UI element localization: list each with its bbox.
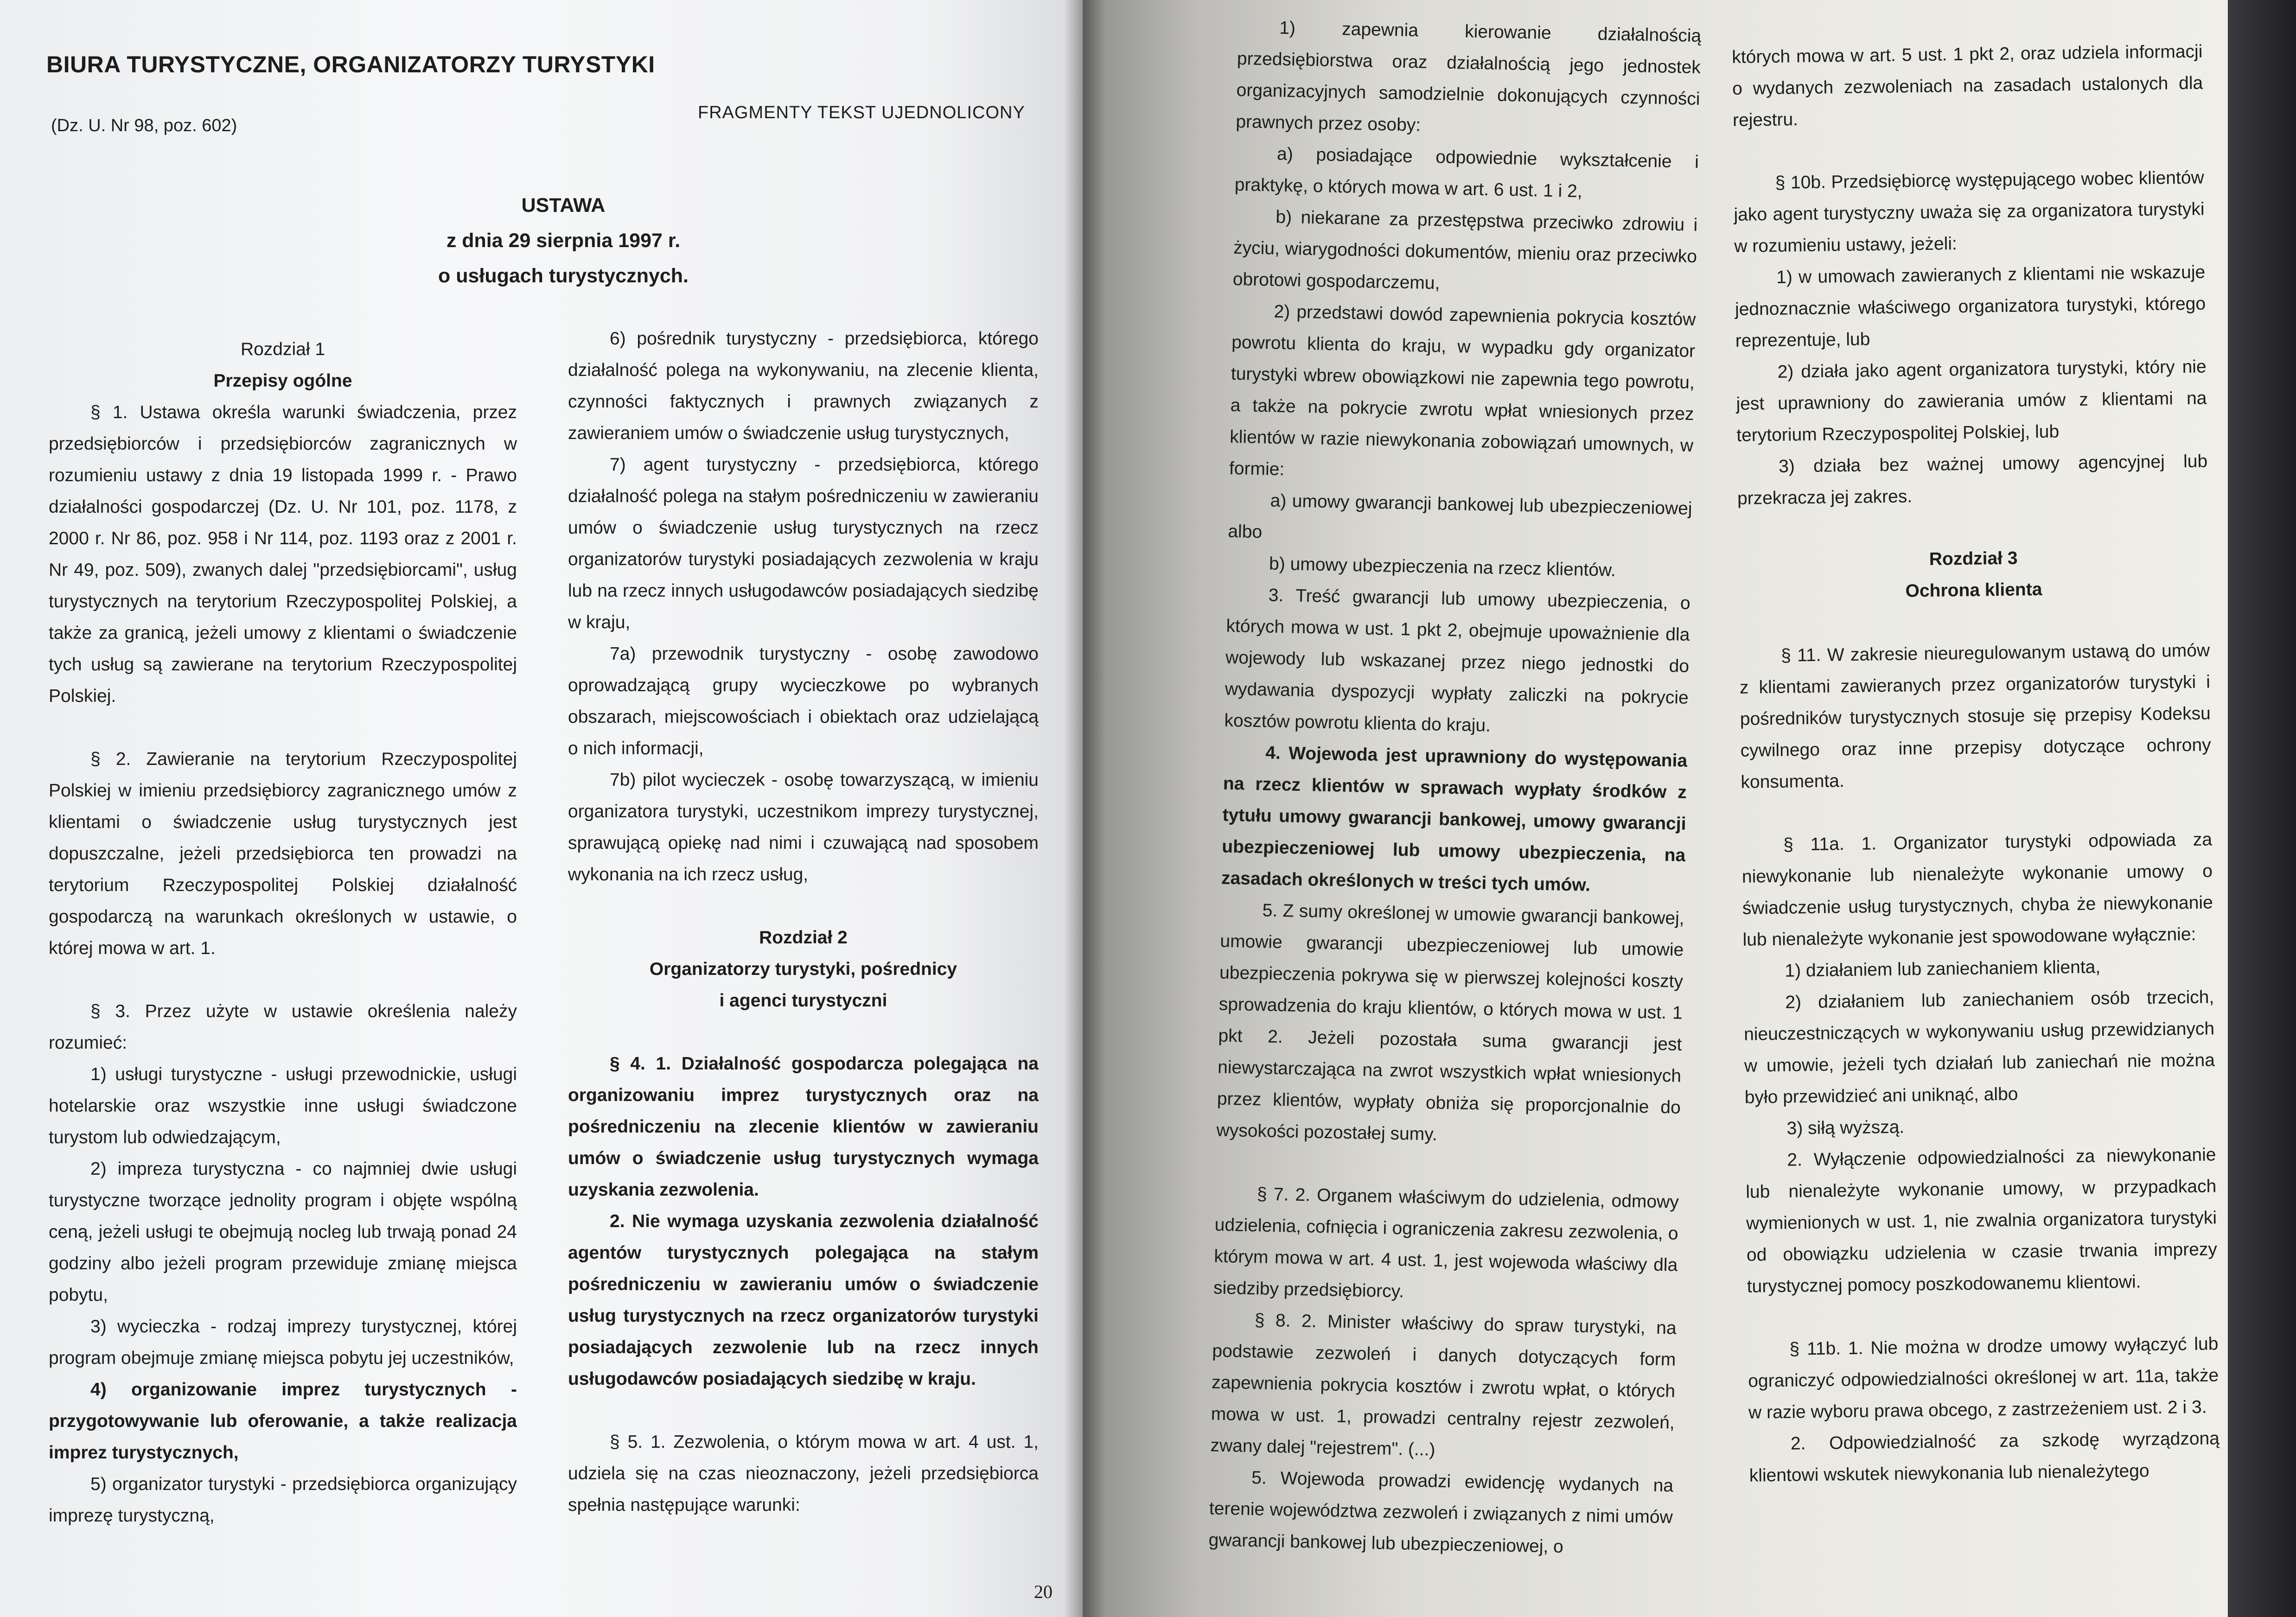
- list-item: 4) organizowanie imprez turystycznych - przygotowywanie lub oferowanie, a także realizacja imprez turystycznych,: [49, 1380, 517, 1463]
- paragraph-s11: § 11. W zakresie nieuregulowanym ustawą do umów z klientami zawieranych przez organizatorów turystyki i pośredników turystycznych stosuje się przepisy Kodeksu cywilnego oraz inne przepisy dotyczące ochrony konsumenta.: [1739, 640, 2211, 792]
- list-item: 7b) pilot wycieczek - osobę towarzyszącą, w imieniu organizatora turystyki, uczestnikom imprezy turystycznej, sprawującą opiekę nad nimi i czuwającą nad sposobem wykonania na ich rzecz usług,: [568, 770, 1039, 885]
- paragraph-s8-2: § 8. 2. Minister właściwy do spraw turystyki, na podstawie zezwoleń i danych dotyczących form zapewnienia pokrycia kosztów i zwrotu wpłat, o których mowa w ust. 1, prowadzi centralny rejestr zezwoleń, zwany dalej "rejestrem". (...): [1210, 1310, 1677, 1460]
- paragraph-continuation: których mowa w art. 5 ust. 1 pkt 2, oraz udziela informacji o wydanych zezwoleniach na zasadach ustalonych dla rejestru.: [1732, 41, 2203, 130]
- paragraph-s2: § 2. Zawieranie na terytorium Rzeczypospolitej Polskiej w imieniu przedsiębiorcy zagranicznego umów z klientami o świadczenie usług turystycznych jest dopuszczalne, jeżeli przedsiębiorca ten prowadzi na terytorium Rzeczypospolitej Polskiej działalność gospodarczą na warunkach określonych w ustawie, o której mowa w art. 1.: [49, 749, 517, 958]
- paragraph-p5: 5. Z sumy określonej w umowie gwarancji bankowej, umowie gwarancji ubezpieczeniowej lub umowie ubezpieczenia pokrywa się w pierwszej kolejności koszty sprowadzenia do kraju klientów, o których mowa w ust. 1 pkt 2. Jeżeli pozostała suma gwarancji jest niewystarczająca na zwrot wszystkich wpłat wniesionych przez klientów, wypłaty obniża się proporcjonalnie do wysokości pozostałej sumy.: [1216, 900, 1685, 1145]
- paragraph-s5-1: § 5. 1. Zezwolenia, o którym mowa w art. 4 ust. 1, udziela się na czas nieoznaczony, jeżeli przedsiębiorca spełnia następujące warunki:: [568, 1432, 1039, 1515]
- list-item: 6) pośrednik turystyczny - przedsiębiorca, którego działalność polega na wykonywaniu, na zlecenie klienta, czynności faktycznych i prawnych związanych z zawieraniem umów o świadczenie usług turystycznych,: [568, 329, 1039, 443]
- paragraph-s4-1: § 4. 1. Działalność gospodarcza polegająca na organizowaniu imprez turystycznych oraz na pośredniczeniu na zlecenie klientów w zawieraniu umów o świadczenie usług turystycznych wymaga uzyskania zezwolenia.: [568, 1054, 1039, 1200]
- chapter-heading: Rozdział 1: [240, 339, 325, 359]
- act-name: o usługach turystycznych.: [438, 265, 689, 287]
- paragraph-s1: § 1. Ustawa określa warunki świadczenia, przez przedsiębiorców i przedsiębiorców zagranicznych w rozumieniu ustawy z dnia 19 listopada 1999 r. - Prawo działalności gospodarczej (Dz. U. Nr 101, poz. 1178, z 2000 r. Nr 86, poz. 958 i Nr 114, poz. 1193 oraz z 2001 r. Nr 49, poz. 509), zwanych dalej "przedsiębiorcami", usług turystycznych na terytorium Rzeczypospolitej Polskiej, a także za granicą, jeżeli umowy z klientami o świadczenie tych usług są zawierane na terytorium Rzeczypospolitej Polskiej.: [49, 402, 517, 706]
- chapter-title: Przepisy ogólne: [213, 371, 352, 391]
- list-item: 2) impreza turystyczna - co najmniej dwie usługi turystyczne tworzące jednolity program i objęte wspólną ceną, jeżeli usługi te obejmują nocleg lub trwają ponad 24 godziny albo jeżeli program przewiduje zmianę miejsca pobytu,: [49, 1159, 517, 1305]
- paragraph-s11b-2: 2. Odpowiedzialność za szkodę wyrządzoną klientowi wskutek niewykonania lub nienależytego: [1749, 1428, 2220, 1486]
- list-item: 5) organizator turystyki - przedsiębiorca organizujący imprezę turystyczną,: [49, 1474, 517, 1526]
- paragraph-s4-2: 2. Nie wymaga uzyskania zezwolenia działalność agentów turystycznych polegająca na stałym pośredniczeniu w zawieraniu umów o świadczenie usług turystycznych na rzecz organizatorów turystyki posiadających zezwolenie lub na rzecz innych usługodawców posiadających siedzibę w kraju.: [568, 1211, 1039, 1389]
- paragraph-s11a-1: § 11a. 1. Organizator turystyki odpowiada za niewykonanie lub nienależyte wykonanie umowy o świadczenie usług turystycznych, chyba że niewykonanie lub nienależyte wykonanie jest spowodowane wyłącznie:: [1741, 829, 2213, 950]
- act-heading: [371, 188, 756, 293]
- list-item: 1) w umowach zawieranych z klientami nie wskazuje jednoznacznie właściwego organizatora turystyki, którego reprezentuje, lub: [1735, 262, 2206, 351]
- chapter-title: Ochrona klienta: [1905, 579, 2042, 601]
- page-number: 20: [1034, 1581, 1052, 1602]
- act-type: USTAWA: [521, 194, 606, 216]
- paragraph-s8-5: 5. Wojewoda prowadzi ewidencję wydanych na terenie województwa zezwoleń i związanych z nimi umów gwarancji bankowej lub ubezpieczeniowej, o: [1208, 1468, 1674, 1557]
- list-item: 2) działa jako agent organizatora turystyki, który nie jest uprawniony do zawierania umów z klientami na terytorium Rzeczypospolitej Polskiej, lub: [1736, 357, 2207, 446]
- chapter-title: i agenci turystyczni: [719, 991, 887, 1011]
- list-item: a) posiadające odpowiednie wykształcenie i praktykę, o których mowa w art. 6 ust. 1 i 2,: [1234, 144, 1699, 202]
- chapter-heading: Rozdział 2: [759, 928, 848, 948]
- list-item: 7a) przewodnik turystyczny - osobę zawodowo oprowadzającą grupy wycieczkowe po wybranych obszarach, miejscowościach i obiektach oraz udzielającą o nich informacji,: [568, 644, 1039, 758]
- paragraph-p4: 4. Wojewoda jest uprawniony do występowania na rzecz klientów w sprawach wypłaty środków z tytułu umowy gwarancji bankowej, umowy gwarancji ubezpieczeniowej lub umowy ubezpieczenia, na zasadach określonych w treści tych umów.: [1221, 743, 1688, 895]
- list-item: 1) działaniem lub zaniechaniem klienta,: [1785, 957, 2101, 981]
- list-item: 3) siłą wyższą.: [1786, 1117, 1905, 1139]
- left-column-2: [568, 323, 1039, 1521]
- chapter-heading: Rozdział 3: [1929, 548, 2018, 569]
- left-column-1: [49, 334, 517, 1532]
- paragraph-p3: 3. Treść gwarancji lub umowy ubezpieczenia, o których mowa w ust. 1 pkt 2, obejmuje upoważnienie dla wojewody lub wskazanej przez niego jednostki do wydawania dyspozycji wypłaty zaliczki na pokrycie kosztów powrotu klienta do kraju.: [1224, 585, 1691, 736]
- list-item: 1) zapewnia kierowanie działalnością przedsiębiorstwa oraz działalnością jego jednostek organizacyjnych samodzielnie dokonujących czynności prawnych przez osoby:: [1236, 18, 1702, 135]
- document-source: (Dz. U. Nr 98, poz. 602): [51, 116, 237, 135]
- list-item: 1) usługi turystyczne - usługi przewodnickie, usługi hotelarskie oraz wszystkie inne usługi świadczone turystom lub odwiedzającym,: [49, 1064, 517, 1147]
- list-item: 2) działaniem lub zaniechaniem osób trzecich, nieuczestniczących w wykonywaniu usług przewidzianych w umowie, jeżeli tych działań lub zaniechań nie można było przewidzieć ani uniknąć, albo: [1743, 987, 2215, 1108]
- list-item: 2) przedstawi dowód zapewnienia pokrycia kosztów powrotu klienta do kraju, w wypadku gdy organizator turystyki wbrew obowiązkowi nie zapewnia tego powrotu, a także na pokrycie zwrotu wpłat wniesionych przez klientów w razie niewykonania zobowiązań umownych, w formie:: [1229, 301, 1696, 480]
- act-date: z dnia 29 sierpnia 1997 r.: [446, 229, 681, 252]
- document-title: BIURA TURYSTYCZNE, ORGANIZATORZY TURYSTYKI: [46, 51, 655, 77]
- left-page: [0, 0, 1087, 1617]
- list-item: 3) wycieczka - rodzaj imprezy turystycznej, której program obejmuje zmianę miejsca pobytu jej uczestników,: [49, 1317, 517, 1368]
- list-item: a) umowy gwarancji bankowej lub ubezpieczeniowej albo: [1228, 490, 1693, 542]
- chapter-title: Organizatorzy turystyki, pośrednicy: [649, 959, 957, 979]
- list-item: 3) działa bez ważnej umowy agencyjnej lub przekracza jej zakres.: [1737, 451, 2208, 509]
- right-column-1: [1208, 12, 1702, 1565]
- right-page: [1083, 0, 2228, 1617]
- list-item: 7) agent turystyczny - przedsiębiorca, którego działalność polega na stałym pośredniczeniu w zawieraniu umów o świadczenie usług turystycznych na rzecz organizatorów turystyki posiadających zezwolenia w kraju lub na rzecz innych usługodawców posiadających siedzibę w kraju,: [568, 455, 1039, 632]
- fragments-label: FRAGMENTY TEKST UJEDNOLICONY: [698, 103, 1025, 122]
- list-item: b) umowy ubezpieczenia na rzecz klientów.: [1269, 554, 1616, 580]
- background-edge: [2228, 0, 2296, 1617]
- right-column-2: [1732, 36, 2220, 1492]
- paragraph-s3-intro: § 3. Przez użyte w ustawie określenia należy rozumieć:: [49, 1001, 517, 1053]
- book-gutter: [1064, 0, 1106, 1617]
- paragraph-s7-2: § 7. 2. Organem właściwym do udzielenia, odmowy udzielenia, cofnięcia i ograniczenia zakresu zezwolenia, o którym mowa w art. 4 ust. 1, jest wojewoda właściwy dla siedziby przedsiębiorcy.: [1213, 1184, 1679, 1302]
- paragraph-s11b-1: § 11b. 1. Nie można w drodze umowy wyłączyć lub ograniczyć odpowiedzialności określonej w art. 11a, także w razie wyboru prawa obcego, z zastrzeżeniem ust. 2 i 3.: [1748, 1334, 2219, 1423]
- paragraph-s10b: § 10b. Przedsiębiorcę występującego wobec klientów jako agent turystyczny uważa się za organizatora turystyki w rozumieniu ustawy, jeżeli:: [1734, 167, 2205, 256]
- list-item: b) niekarane za przestępstwa przeciwko zdrowiu i życiu, wiarygodności dokumentów, mieniu oraz przeciwko obrotowi gospodarczemu,: [1232, 207, 1698, 293]
- paragraph-s11a-2: 2. Wyłączenie odpowiedzialności za niewykonanie lub nienależyte wykonanie umowy, w przypadkach wymienionych w ust. 1, nie zwalnia organizatora turystyki od obowiązku udzielenia w czasie trwania imprezy turystycznej pomocy poszkodowanemu klientowi.: [1746, 1145, 2218, 1297]
